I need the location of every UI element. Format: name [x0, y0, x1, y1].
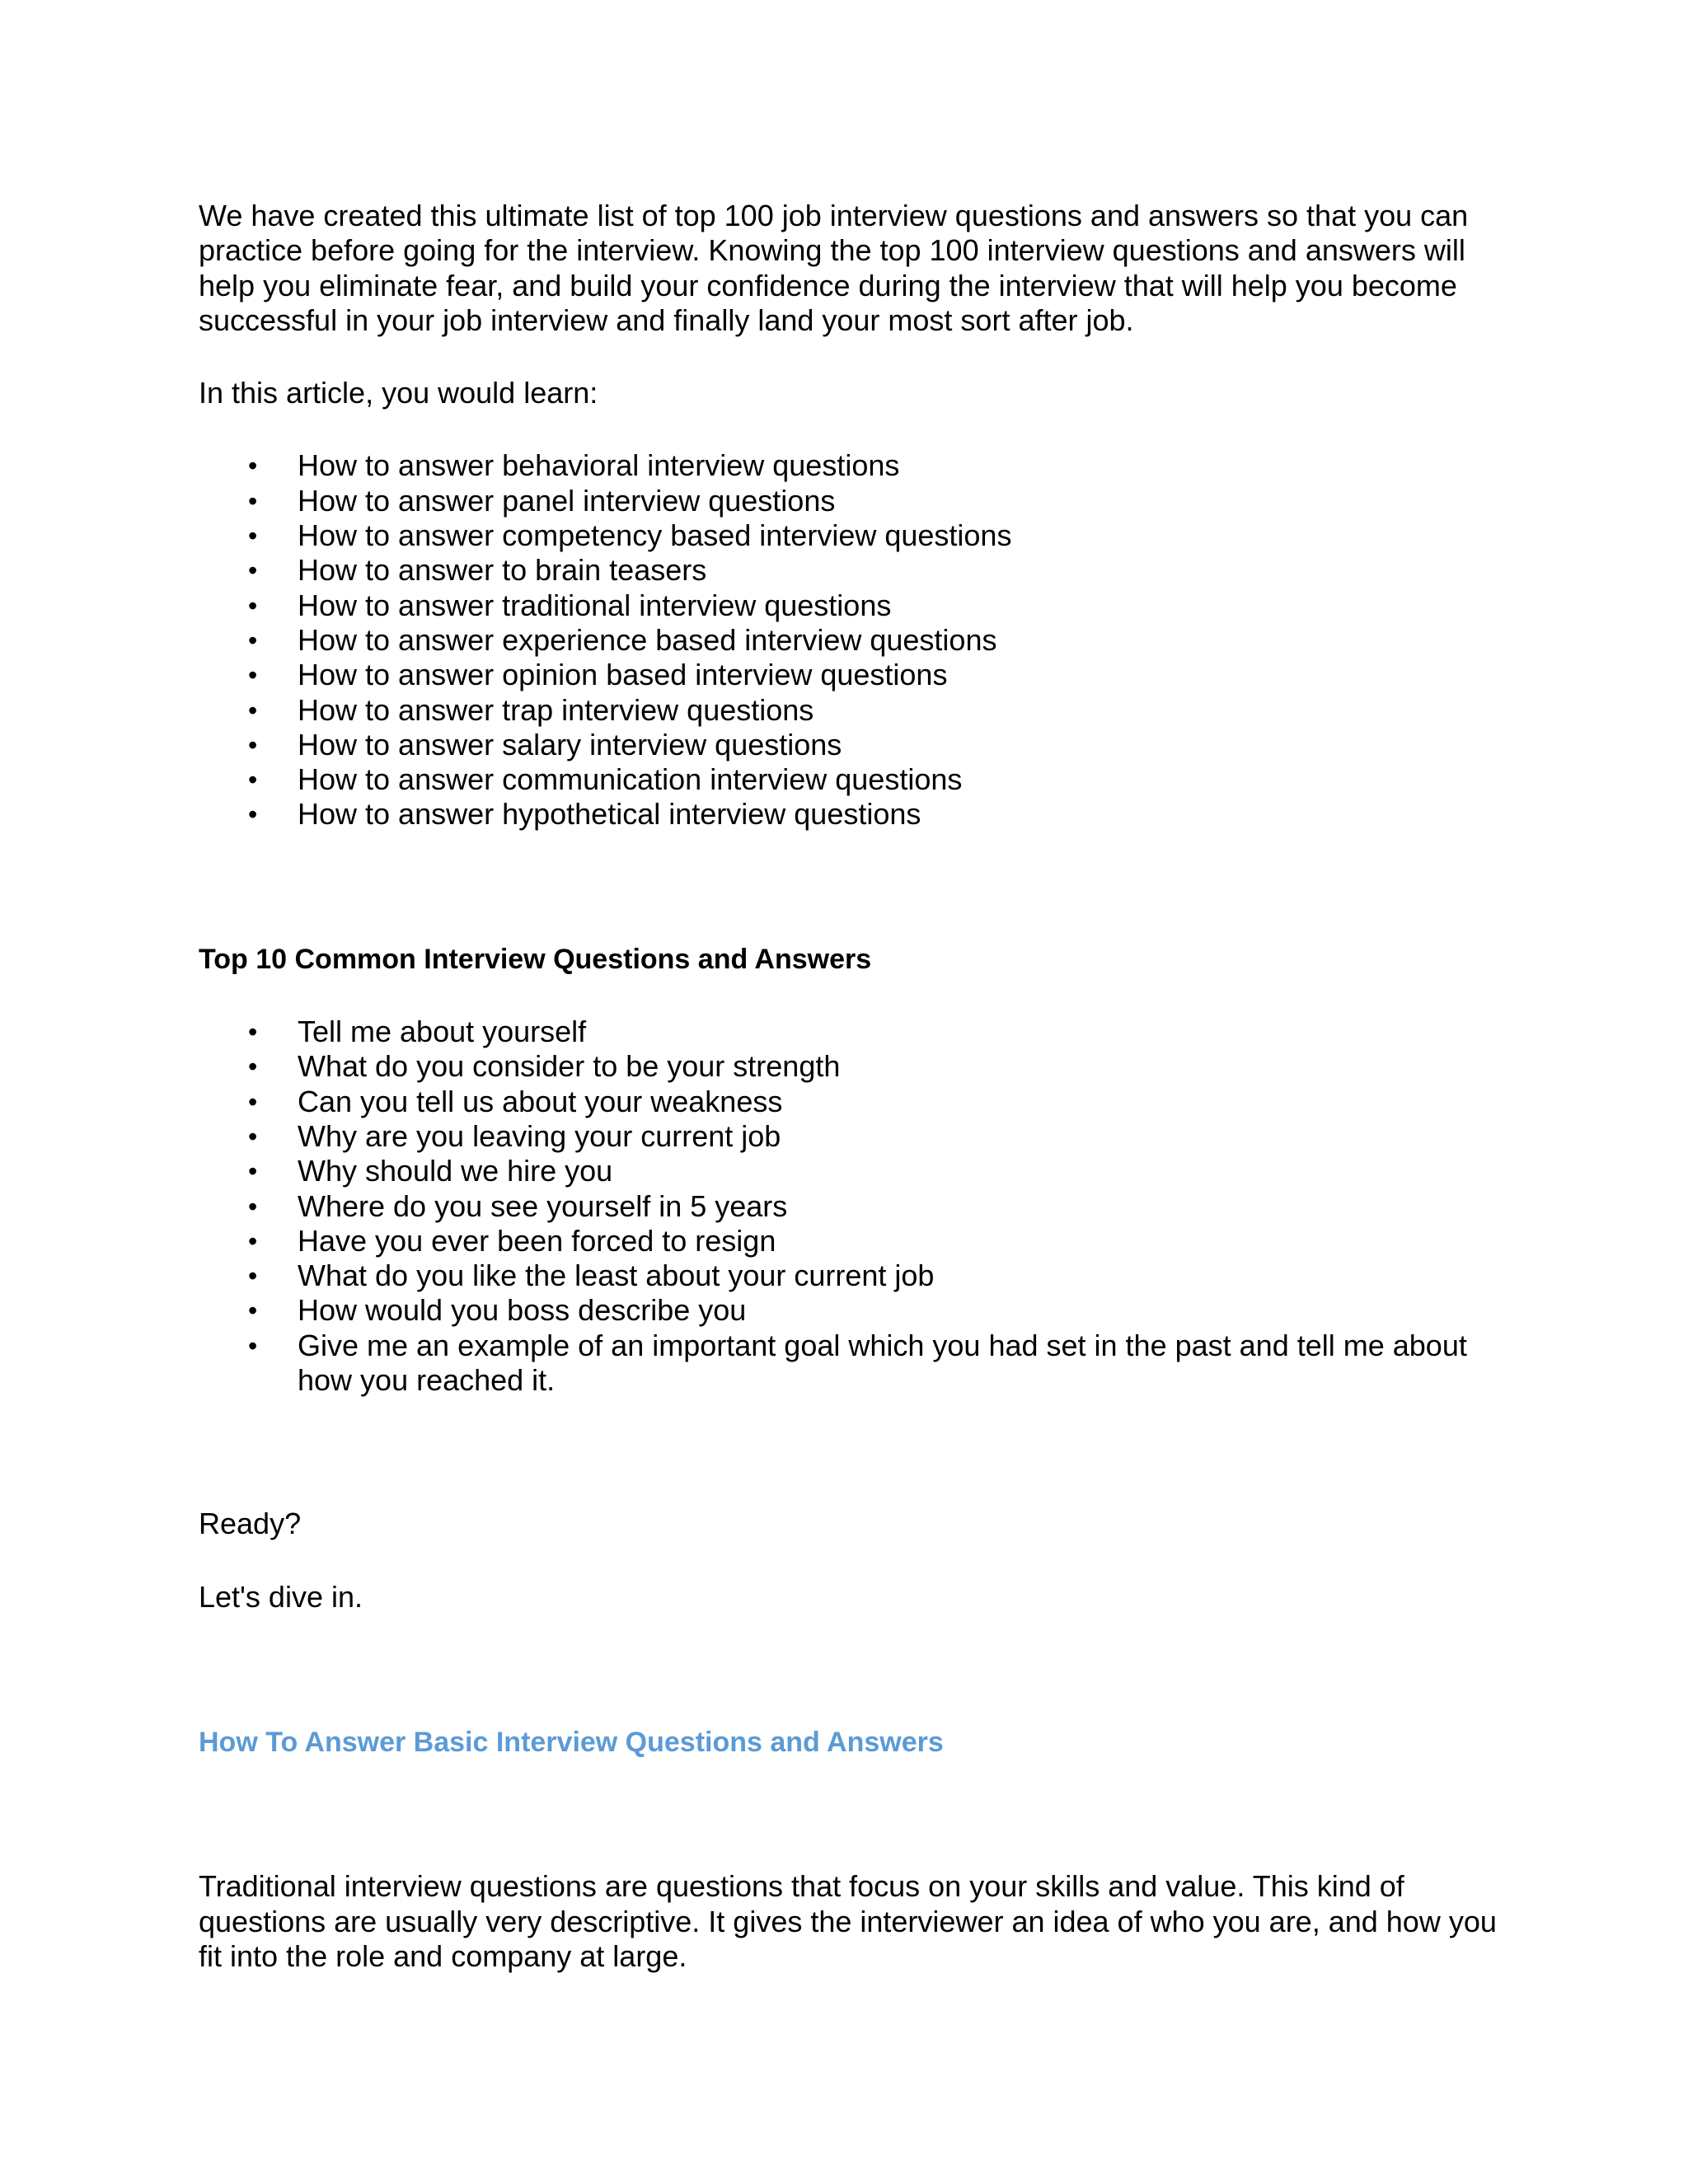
learn-list [199, 448, 1517, 832]
list-item: • How to answer hypothetical interview questions [199, 797, 1517, 832]
document-content [199, 199, 1517, 1974]
list-item: • Why are you leaving your current job [199, 1119, 1517, 1154]
dive-text: Let's dive in. [199, 1579, 363, 1614]
list-item: • How to answer salary interview questions [199, 728, 1517, 762]
top10-list [199, 1015, 1517, 1398]
learn-lead: In this article, you would learn: [199, 376, 598, 410]
list-item: • How would you boss describe you [199, 1293, 1517, 1328]
list-item: • How to answer to brain teasers [199, 553, 1517, 588]
list-item: • Can you tell us about your weakness [199, 1085, 1517, 1119]
list-item: • How to answer trap interview questions [199, 693, 1517, 728]
list-item: • How to answer behavioral interview questions [199, 448, 1517, 483]
list-item: • What do you like the least about your current job [199, 1258, 1517, 1293]
traditional-paragraph: Traditional interview questions are questions that focus on your skills and value. This kind of questions are usually very descriptive. It gives the interviewer an idea of who you are, and how you fit into the role and company at large. [199, 1869, 1497, 1973]
list-item: • Give me an example of an important goal which you had set in the past and tell me about how you reached it. [199, 1329, 1517, 1399]
list-item: • Where do you see yourself in 5 years [199, 1189, 1517, 1224]
list-item: • What do you consider to be your strength [199, 1049, 1517, 1084]
list-item: • How to answer traditional interview questions [199, 588, 1517, 623]
list-item: • How to answer competency based interview questions [199, 518, 1517, 553]
list-item: • Why should we hire you [199, 1154, 1517, 1188]
top10-heading: Top 10 Common Interview Questions and Answers [199, 943, 872, 975]
intro-paragraph: We have created this ultimate list of top 100 job interview questions and answers so that you can practice before going for the interview. Knowing the top 100 interview questions and answers will help you eliminate fear, and build your confidence during the interview that will help you become successful in your job interview and finally land your most sort after job. [199, 199, 1469, 337]
list-item: • Have you ever been forced to resign [199, 1224, 1517, 1258]
list-item: • How to answer experience based interview questions [199, 623, 1517, 658]
list-item: • How to answer communication interview questions [199, 762, 1517, 797]
basic-questions-heading: How To Answer Basic Interview Questions and Answers [199, 1726, 944, 1758]
ready-text: Ready? [199, 1507, 302, 1541]
list-item: • How to answer opinion based interview questions [199, 658, 1517, 692]
list-item: • Tell me about yourself [199, 1015, 1517, 1049]
list-item: • How to answer panel interview questions [199, 484, 1517, 518]
